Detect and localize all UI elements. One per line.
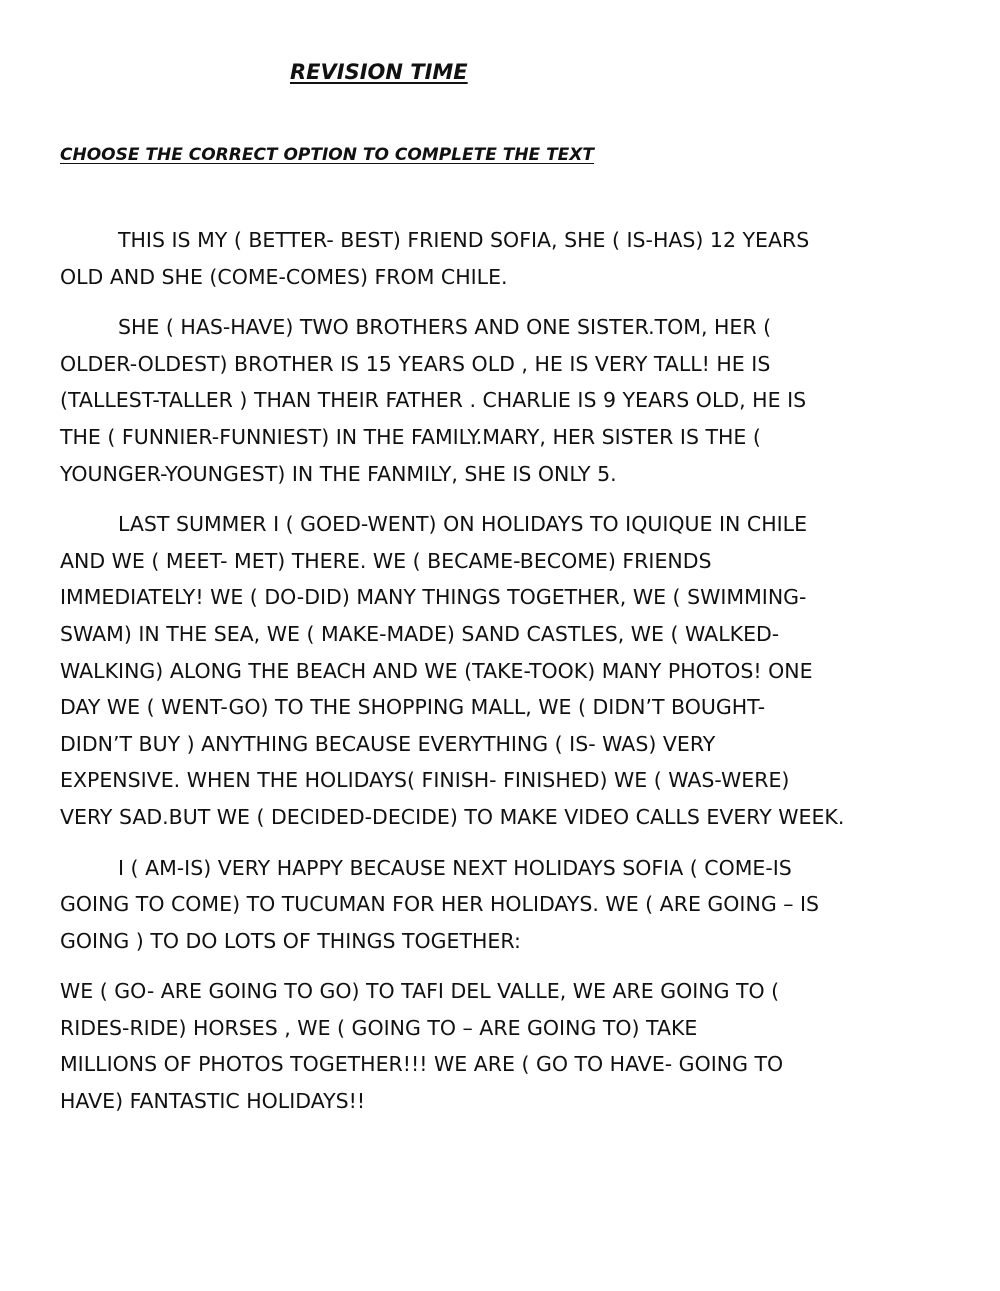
text-line: HAVE) FANTASTIC HOLIDAYS!! <box>60 1089 366 1114</box>
text-line: GOING TO COME) TO TUCUMAN FOR HER HOLIDAYS. WE ( ARE GOING – IS <box>60 892 820 917</box>
text-line: OLDER-OLDEST) BROTHER IS 15 YEARS OLD , HE IS VERY TALL! HE IS <box>60 351 771 376</box>
text-line: GOING ) TO DO LOTS OF THINGS TOGETHER: <box>60 928 521 953</box>
text-line: DAY WE ( WENT-GO) TO THE SHOPPING MALL, WE ( DIDN’T BOUGHT- <box>60 695 766 720</box>
text-line: MILLIONS OF PHOTOS TOGETHER!!! WE ARE ( GO TO HAVE- GOING TO <box>60 1052 784 1077</box>
text-line: YOUNGER-YOUNGEST) IN THE FANMILY, SHE IS ONLY 5. <box>60 461 617 486</box>
text-line: WE ( GO- ARE GOING TO GO) TO TAFI DEL VALLE, WE ARE GOING TO ( <box>60 979 780 1004</box>
text-line: (TALLEST-TALLER ) THAN THEIR FATHER . CHARLIE IS 9 YEARS OLD, HE IS <box>60 388 807 413</box>
text-line: LAST SUMMER I ( GOED-WENT) ON HOLIDAYS TO IQUIQUE IN CHILE <box>118 512 808 537</box>
worksheet-instruction: CHOOSE THE CORRECT OPTION TO COMPLETE THE TEXT <box>60 145 594 165</box>
text-line: OLD AND SHE (COME-COMES) FROM CHILE. <box>60 264 508 289</box>
text-line: RIDES-RIDE) HORSES , WE ( GOING TO – ARE GOING TO) TAKE <box>60 1015 698 1040</box>
text-line: SHE ( HAS-HAVE) TWO BROTHERS AND ONE SISTER.TOM, HER ( <box>118 315 772 340</box>
text-line: THIS IS MY ( BETTER- BEST) FRIEND SOFIA, SHE ( IS-HAS) 12 YEARS <box>118 228 810 252</box>
text-line: THE ( FUNNIER-FUNNIEST) IN THE FAMILY.MARY, HER SISTER IS THE ( <box>60 424 761 449</box>
text-line: VERY SAD.BUT WE ( DECIDED-DECIDE) TO MAKE VIDEO CALLS EVERY WEEK. <box>60 804 845 829</box>
text-line: WALKING) ALONG THE BEACH AND WE (TAKE-TOOK) MANY PHOTOS! ONE <box>60 658 813 683</box>
text-line: I ( AM-IS) VERY HAPPY BECAUSE NEXT HOLIDAYS SOFIA ( COME-IS <box>118 855 792 880</box>
paragraph-last-summer <box>60 506 940 835</box>
text-line: AND WE ( MEET- MET) THERE. WE ( BECAME-BECOME) FRIENDS <box>60 548 712 573</box>
paragraph-plans <box>60 973 940 1119</box>
text-line: SWAM) IN THE SEA, WE ( MAKE-MADE) SAND CASTLES, WE ( WALKED- <box>60 621 780 646</box>
text-line: DIDN’T BUY ) ANYTHING BECAUSE EVERYTHING ( IS- WAS) VERY <box>60 731 716 756</box>
paragraph-next-holidays <box>60 850 940 960</box>
paragraph-family <box>60 309 940 492</box>
text-line: IMMEDIATELY! WE ( DO-DID) MANY THINGS TOGETHER, WE ( SWIMMING- <box>60 585 807 610</box>
worksheet-title: REVISION TIME <box>290 60 468 84</box>
text-line: EXPENSIVE. WHEN THE HOLIDAYS( FINISH- FINISHED) WE ( WAS-WERE) <box>60 768 790 793</box>
paragraph-intro <box>60 222 940 295</box>
worksheet-body <box>60 222 940 1134</box>
